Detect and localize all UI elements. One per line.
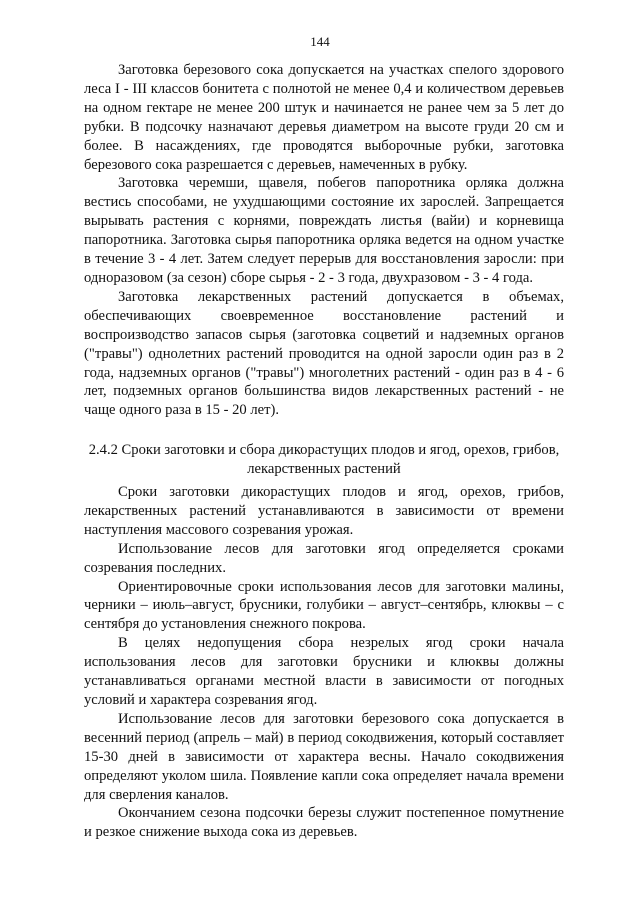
section-heading: 2.4.2 Сроки заготовки и сбора дикорастущих плодов и ягод, орехов, грибов, лекарственных растений	[88, 442, 560, 478]
paragraph-berry-ripening: Использование лесов для заготовки ягод определяется сроками созревания последних.	[84, 540, 564, 576]
paragraph-birch-sap-season: Использование лесов для заготовки березового сока допускается в весенний период (апрель – май) в период сокодвижения, который составляет 15-30 дней в зависимости от характера весны. Начало сокодвижения определяют уколом шила. Появление капли сока определяет начала времени для сверления каналов.	[84, 710, 564, 803]
paragraph-birch-sap-conditions: Заготовка березового сока допускается на участках спелого здорового леса I - III классов бонитета с полнотой не менее 0,4 и количеством деревьев на одном гектаре не менее 200 штук и начинается не ранее чем за 5 лет до рубки. В подсочку назначают деревья диаметром на высоте груди 20 см и более. В насаждениях, где проводятся выборочные рубки, заготовка березового сока разрешается с деревьев, намеченных в рубку.	[84, 62, 564, 173]
page-number: 144	[310, 34, 330, 49]
document-body	[84, 61, 564, 842]
paragraph-medicinal-plants: Заготовка лекарственных растений допускается в объемах, обеспечивающих своевременное восстановление растений и воспроизводство запасов сырья (заготовка соцветий и надземных органов ("травы") однолетних растений проводится на одной заросли один раз в 2 года, надземных органов ("травы") многолетних растений - один раз в 4 - 6 лет, подземных органов большинства видов лекарственных растений - не чаще одного раза в 15 - 20 лет).	[84, 288, 564, 419]
paragraph-unripe-berries: В целях недопущения сбора незрелых ягод сроки начала использования лесов для заготовки брусники и клюквы должны устанавливаться органами местной власти в зависимости от погодных условий и характера созревания ягод.	[84, 635, 564, 708]
paragraph-ramson-fern: Заготовка черемши, щавеля, побегов папоротника орляка должна вестись способами, не ухудшающими состояние их зарослей. Запрещается вырывать растения с корнями, повреждать листья (вайи) и корневища папоротника. Заготовка сырья папоротника орляка ведется на одном участке в течение 3 - 4 лет. Затем следует перерыв для восстановления заросли: при одноразовом (за сезон) сборе сырья - 2 - 3 года, двухразовом - 3 - 4 года.	[84, 175, 564, 286]
paragraph-harvest-timing: Сроки заготовки дикорастущих плодов и ягод, орехов, грибов, лекарственных растений устанавливаются в зависимости от времени наступления массового созревания урожая.	[84, 484, 564, 538]
paragraph-season-end: Окончанием сезона подсочки березы служит постепенное помутнение и резкое снижение выхода сока из деревьев.	[84, 805, 564, 841]
paragraph-berry-periods: Ориентировочные сроки использования лесов для заготовки малины, черники – июль–август, брусники, голубики – август–сентябрь, клюквы – с сентября до установления снежного покрова.	[84, 578, 564, 633]
